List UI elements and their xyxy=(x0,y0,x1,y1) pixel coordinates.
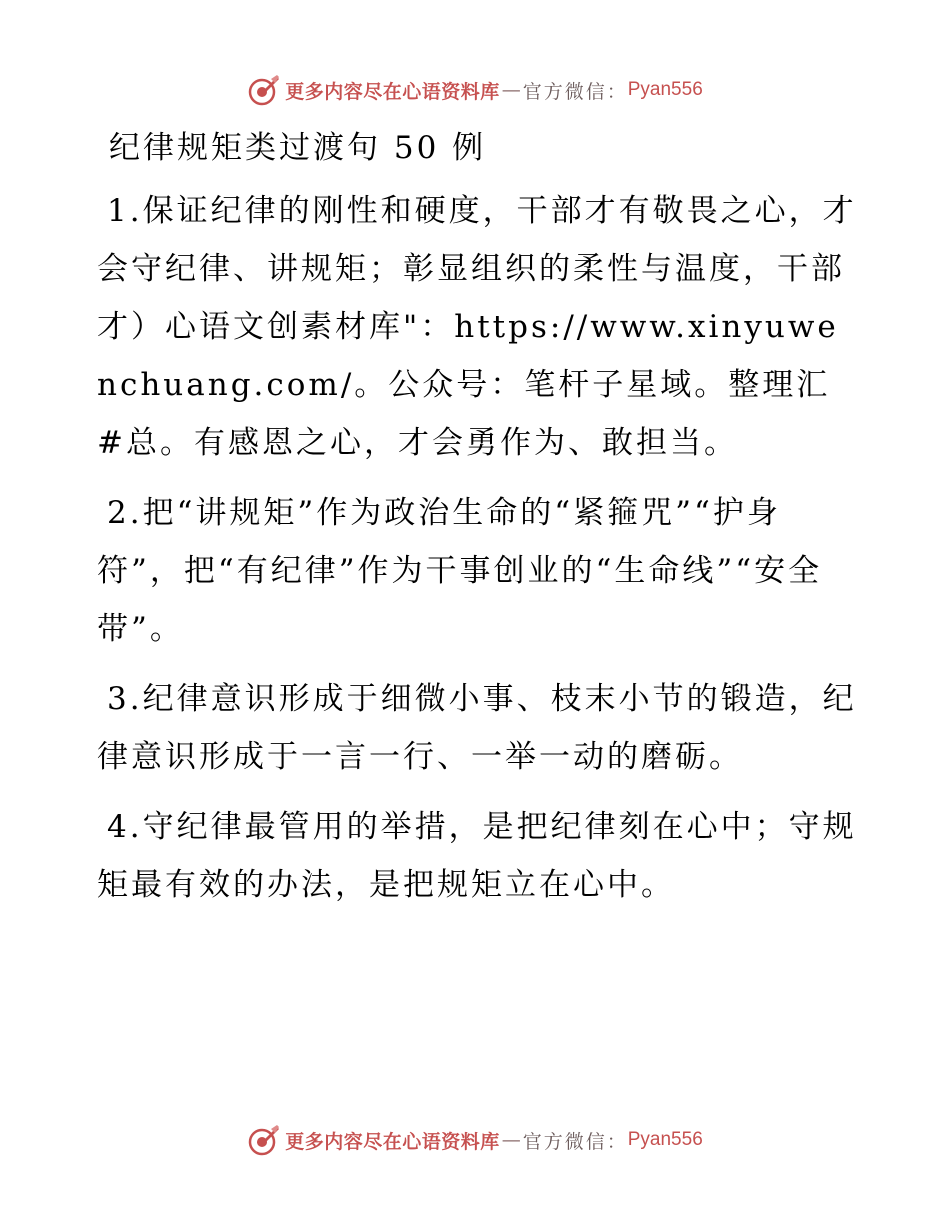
banner-wechat-id: Pyan556 xyxy=(627,1129,703,1150)
paragraph-4: 4.守纪律最管用的举措，是把纪律刻在心中；守规矩最有效的办法，是把规矩立在心中。 xyxy=(97,809,857,903)
banner-wechat-label: 官方微信： xyxy=(522,80,628,103)
document-body xyxy=(97,122,857,926)
quill-logo-icon xyxy=(247,1123,281,1157)
document-title: 纪律规矩类过渡句 50 例 xyxy=(109,130,487,166)
paragraph-2: 2.把“讲规矩”作为政治生命的“紧箍咒”“护身符”，把“有纪律”作为干事创业的“生命线”“安全带”。 xyxy=(97,495,823,647)
banner-text: 更多内容尽在心语资料库 xyxy=(285,80,500,103)
quill-logo-icon xyxy=(247,73,281,107)
banner-text: 更多内容尽在心语资料库 xyxy=(285,1130,500,1153)
header-banner xyxy=(0,70,950,110)
banner-dash: — xyxy=(501,79,521,101)
footer-banner xyxy=(0,1120,950,1160)
banner-wechat-label: 官方微信： xyxy=(522,1130,628,1153)
banner-dash: — xyxy=(501,1129,521,1151)
paragraph-1: 1.保证纪律的刚性和硬度，干部才有敬畏之心，才会守纪律、讲规矩；彰显组织的柔性与温度，干部才）心语文创素材库"：https://www.xinyuwenchuang.com/。公众号：笔杆子星域。整理汇#总。有感恩之心，才会勇作为、敢担当。 xyxy=(97,193,857,461)
paragraph-3: 3.纪律意识形成于细微小事、枝末小节的锻造，纪律意识形成于一言一行、一举一动的磨砺。 xyxy=(97,681,857,775)
banner-wechat-id: Pyan556 xyxy=(627,79,703,100)
